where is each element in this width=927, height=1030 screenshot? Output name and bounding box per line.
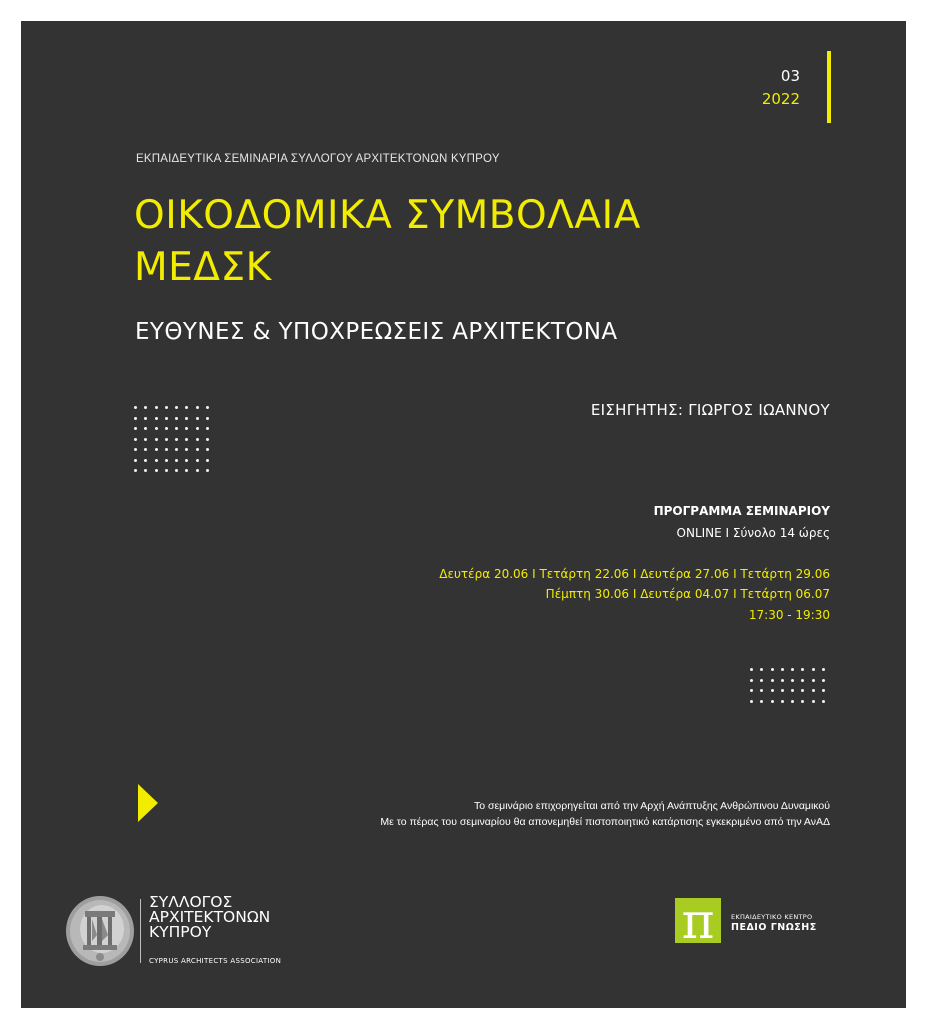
dot xyxy=(760,700,763,703)
dot xyxy=(750,679,753,682)
dot xyxy=(791,668,794,671)
dot xyxy=(196,417,199,420)
dot xyxy=(771,700,774,703)
dot xyxy=(750,689,753,692)
program-subtitle: ONLINE I Σύνολο 14 ώρες xyxy=(676,526,830,540)
series-subtitle: ΕΚΠΑΙΔΕΥΤΙΚΑ ΣΕΜΙΝΑΡΙΑ ΣΥΛΛΟΓΟΥ ΑΡΧΙΤΕΚΤΟΝΩΝ ΚΥΠΡΟΥ xyxy=(136,153,500,165)
dot xyxy=(134,448,137,451)
partner-name: ΠΕΔΙΟ ΓΝΩΣΗΣ xyxy=(731,922,817,933)
dot xyxy=(144,448,147,451)
dot xyxy=(801,700,804,703)
dot xyxy=(155,417,158,420)
dot xyxy=(185,438,188,441)
dot xyxy=(185,406,188,409)
dot xyxy=(791,700,794,703)
certificate-note: Με το πέρας του σεμιναρίου θα απονεμηθεί πιστοποιητικό κατάρτισης εγκεκριμένο από την ΑνΑΔ xyxy=(380,816,830,828)
dot xyxy=(781,668,784,671)
dot xyxy=(134,417,137,420)
title-line-1: ΟΙΚΟΔΟΜΙΚΑ ΣΥΜΒΟΛΑΙΑ xyxy=(134,193,641,238)
dot xyxy=(812,679,815,682)
dot xyxy=(822,689,825,692)
dot xyxy=(771,689,774,692)
dot xyxy=(155,438,158,441)
program-title: ΠΡΟΓΡΑΜΜΑ ΣΕΜΙΝΑΡΙΟΥ xyxy=(653,504,830,518)
dot xyxy=(801,689,804,692)
dot xyxy=(781,679,784,682)
association-name-line-2: ΑΡΧΙΤΕΚΤΟΝΩΝ xyxy=(149,908,271,926)
dot xyxy=(185,459,188,462)
schedule-line-2: Πέμπτη 30.06 I Δευτέρα 04.07 I Τετάρτη 06.07 xyxy=(545,587,830,601)
dot xyxy=(134,406,137,409)
dot xyxy=(175,448,178,451)
partner-caption: ΕΚΠΑΙΔΕΥΤΙΚΟ ΚΕΝΤΡΟ xyxy=(731,913,813,921)
association-name xyxy=(149,895,270,940)
dot-grid-decoration xyxy=(134,406,216,480)
dot xyxy=(196,427,199,430)
dot xyxy=(185,469,188,472)
association-name-line-1: ΣΥΛΛΟΓΟΣ xyxy=(149,893,233,911)
dot xyxy=(144,427,147,430)
dot xyxy=(812,700,815,703)
dot xyxy=(155,459,158,462)
dot xyxy=(801,679,804,682)
dot xyxy=(196,406,199,409)
pedio-gnosis-logo xyxy=(675,892,721,950)
dot xyxy=(165,417,168,420)
association-name-line-3: ΚΥΠΡΟΥ xyxy=(149,923,212,941)
ancient-coin-icon xyxy=(65,895,135,967)
dot xyxy=(144,459,147,462)
dot xyxy=(165,438,168,441)
seminar-poster xyxy=(21,21,906,1008)
dot xyxy=(196,438,199,441)
dot xyxy=(801,668,804,671)
dot xyxy=(144,438,147,441)
dot xyxy=(175,427,178,430)
dot xyxy=(144,417,147,420)
dot xyxy=(134,469,137,472)
dot xyxy=(134,459,137,462)
dot xyxy=(771,679,774,682)
dot xyxy=(165,459,168,462)
speaker: ΕΙΣΗΓΗΤΗΣ: ΓΙΩΡΓΟΣ ΙΩΑΝΝΟΥ xyxy=(590,401,830,419)
dot xyxy=(812,668,815,671)
dot xyxy=(175,459,178,462)
dot xyxy=(175,406,178,409)
date-year: 2022 xyxy=(761,90,800,108)
schedule-line-1: Δευτέρα 20.06 I Τετάρτη 22.06 I Δευτέρα 27.06 I Τετάρτη 29.06 xyxy=(439,567,830,581)
schedule-time: 17:30 - 19:30 xyxy=(748,608,830,622)
dot xyxy=(822,700,825,703)
dot xyxy=(185,417,188,420)
dot xyxy=(134,438,137,441)
dot xyxy=(206,417,209,420)
dot xyxy=(165,406,168,409)
dot xyxy=(185,427,188,430)
association-english-name: CYPRUS ARCHITECTS ASSOCIATION xyxy=(149,957,282,965)
dot xyxy=(155,448,158,451)
dot xyxy=(791,689,794,692)
dot xyxy=(165,427,168,430)
dot xyxy=(206,406,209,409)
dot xyxy=(760,679,763,682)
dot xyxy=(812,689,815,692)
dot xyxy=(134,427,137,430)
title-line-2: ΜΕΔΣΚ xyxy=(134,245,272,290)
dot xyxy=(822,668,825,671)
dot xyxy=(206,459,209,462)
date-accent-bar xyxy=(827,51,831,123)
dot xyxy=(165,448,168,451)
funding-note: Το σεμινάριο επιχορηγείται από την Αρχή Ανάπτυξης Ανθρώπινου Δυναμικού xyxy=(473,800,830,812)
pi-glyph-icon: π xyxy=(681,892,715,950)
dot xyxy=(750,700,753,703)
dot xyxy=(760,689,763,692)
dot xyxy=(206,438,209,441)
dot xyxy=(206,427,209,430)
dot xyxy=(206,448,209,451)
dot xyxy=(781,689,784,692)
dot xyxy=(206,469,209,472)
dot xyxy=(165,469,168,472)
dot xyxy=(155,427,158,430)
dot xyxy=(196,469,199,472)
dot xyxy=(155,406,158,409)
dot xyxy=(175,469,178,472)
dot xyxy=(822,679,825,682)
dot xyxy=(760,668,763,671)
dot xyxy=(196,448,199,451)
title-line-3: ΕΥΘΥΝΕΣ & ΥΠΟΧΡΕΩΣΕΙΣ ΑΡΧΙΤΕΚΤΟΝΑ xyxy=(135,319,618,345)
dot xyxy=(155,469,158,472)
dot xyxy=(771,668,774,671)
dot xyxy=(781,700,784,703)
dot xyxy=(144,406,147,409)
date-month: 03 xyxy=(780,67,800,85)
dot xyxy=(144,469,147,472)
logo-divider xyxy=(140,899,141,963)
dot xyxy=(175,438,178,441)
dot xyxy=(175,417,178,420)
dot xyxy=(791,679,794,682)
play-arrow-icon xyxy=(138,784,158,822)
dot xyxy=(196,459,199,462)
dot xyxy=(750,668,753,671)
dot xyxy=(185,448,188,451)
dot-grid-decoration xyxy=(750,668,832,710)
